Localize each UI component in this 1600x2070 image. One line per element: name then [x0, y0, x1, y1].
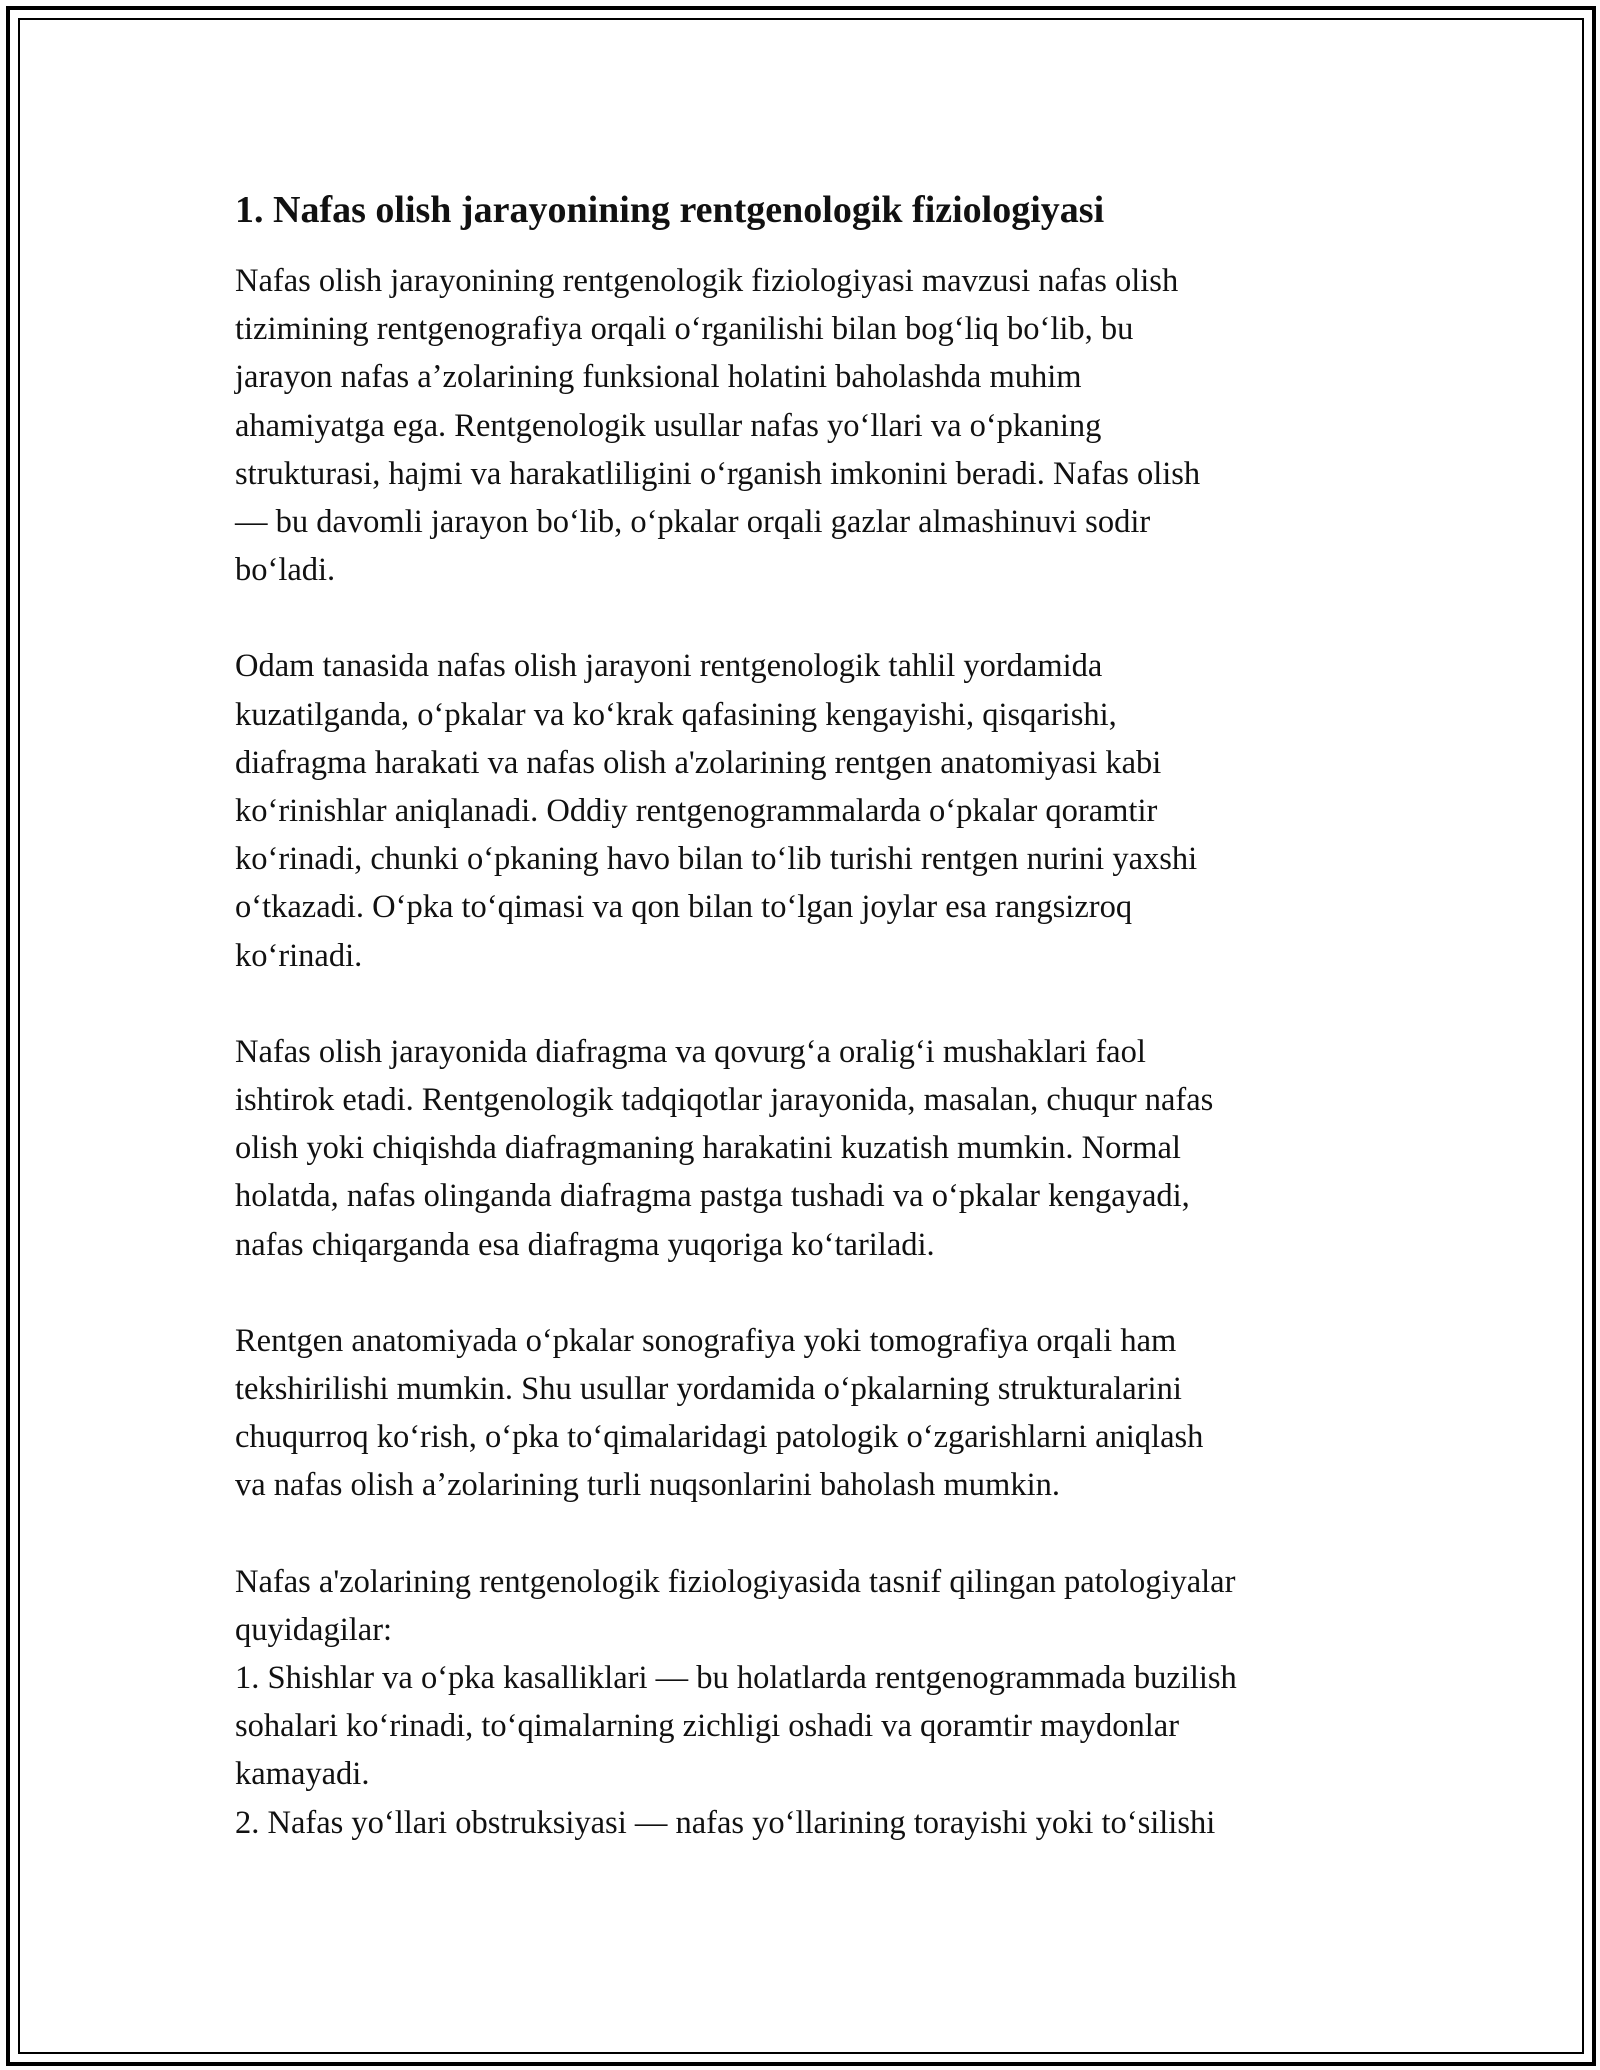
document-body — [235, 185, 1385, 1847]
paragraph-1: Nafas olish jarayonining rentgenologik fiziologiyasi mavzusi nafas olish tizimining rentgenografiya orqali oʻrganilishi bilan bogʻliq boʻlib, bu jarayon nafas aʼzolarining funksional holatini baholashda muhim ahamiyatga ega. Rentgenologik usullar nafas yoʻllari va oʻpkaning strukturasi, hajmi va harakatliligini oʻrganish imkonini beradi. Nafas olish — bu davomli jarayon boʻlib, oʻpkalar orqali gazlar almashinuvi sodir boʻladi. — [235, 263, 1201, 589]
document-title: 1. Nafas olish jarayonining rentgenologik fiziologiyasi — [235, 189, 1105, 231]
paragraph-4: Rentgen anatomiyada oʻpkalar sonografiya yoki tomografiya orqali ham tekshirilishi mumkin. Shu usullar yordamida oʻpkalarning strukturalarini chuqurroq koʻrish, oʻpka toʻqimalaridagi patologik oʻzgarishlarni aniqlash va nafas olish aʼzolarining turli nuqsonlarini baholash mumkin. — [235, 1322, 1204, 1504]
paragraph-gap — [235, 980, 1385, 1028]
paragraph-gap — [235, 594, 1385, 642]
paragraph-3: Nafas olish jarayonida diafragma va qovurgʻa oraligʻi mushaklari faol ishtirok etadi. Rentgenologik tadqiqotlar jarayonida, masalan, chuqur nafas olish yoki chiqishda diafragmaning harakatini kuzatish mumkin. Normal holatda, nafas olinganda diafragma pastga tushadi va oʻpkalar kengayadi, nafas chiqarganda esa diafragma yuqoriga koʻtariladi. — [235, 1033, 1214, 1263]
paragraph-5-list: Nafas a'zolarining rentgenologik fiziologiyasida tasnif qilingan patologiyalar quyidagilar: 1. Shishlar va oʻpka kasalliklari — bu holatlarda rentgenogrammada buzilish sohalari koʻrinadi, toʻqimalarning zichligi oshadi va qoramtir maydonlar kamayadi. 2. Nafas yoʻllari obstruksiyasi — nafas yoʻllarining torayishi yoki toʻsilishi — [235, 1563, 1237, 1841]
paragraph-gap — [235, 1510, 1385, 1558]
paragraph-gap — [235, 1269, 1385, 1317]
paragraph-2: Odam tanasida nafas olish jarayoni rentgenologik tahlil yordamida kuzatilganda, oʻpkalar va koʻkrak qafasining kengayishi, qisqarishi, diafragma harakati va nafas olish a'zolarining rentgen anatomiyasi kabi koʻrinishlar aniqlanadi. Oddiy rentgenogrammalarda oʻpkalar qoramtir koʻrinadi, chunki oʻpkaning havo bilan toʻlib turishi rentgen nurini yaxshi oʻtkazadi. Oʻpka toʻqimasi va qon bilan toʻlgan joylar esa rangsizroq koʻrinadi. — [235, 648, 1198, 974]
